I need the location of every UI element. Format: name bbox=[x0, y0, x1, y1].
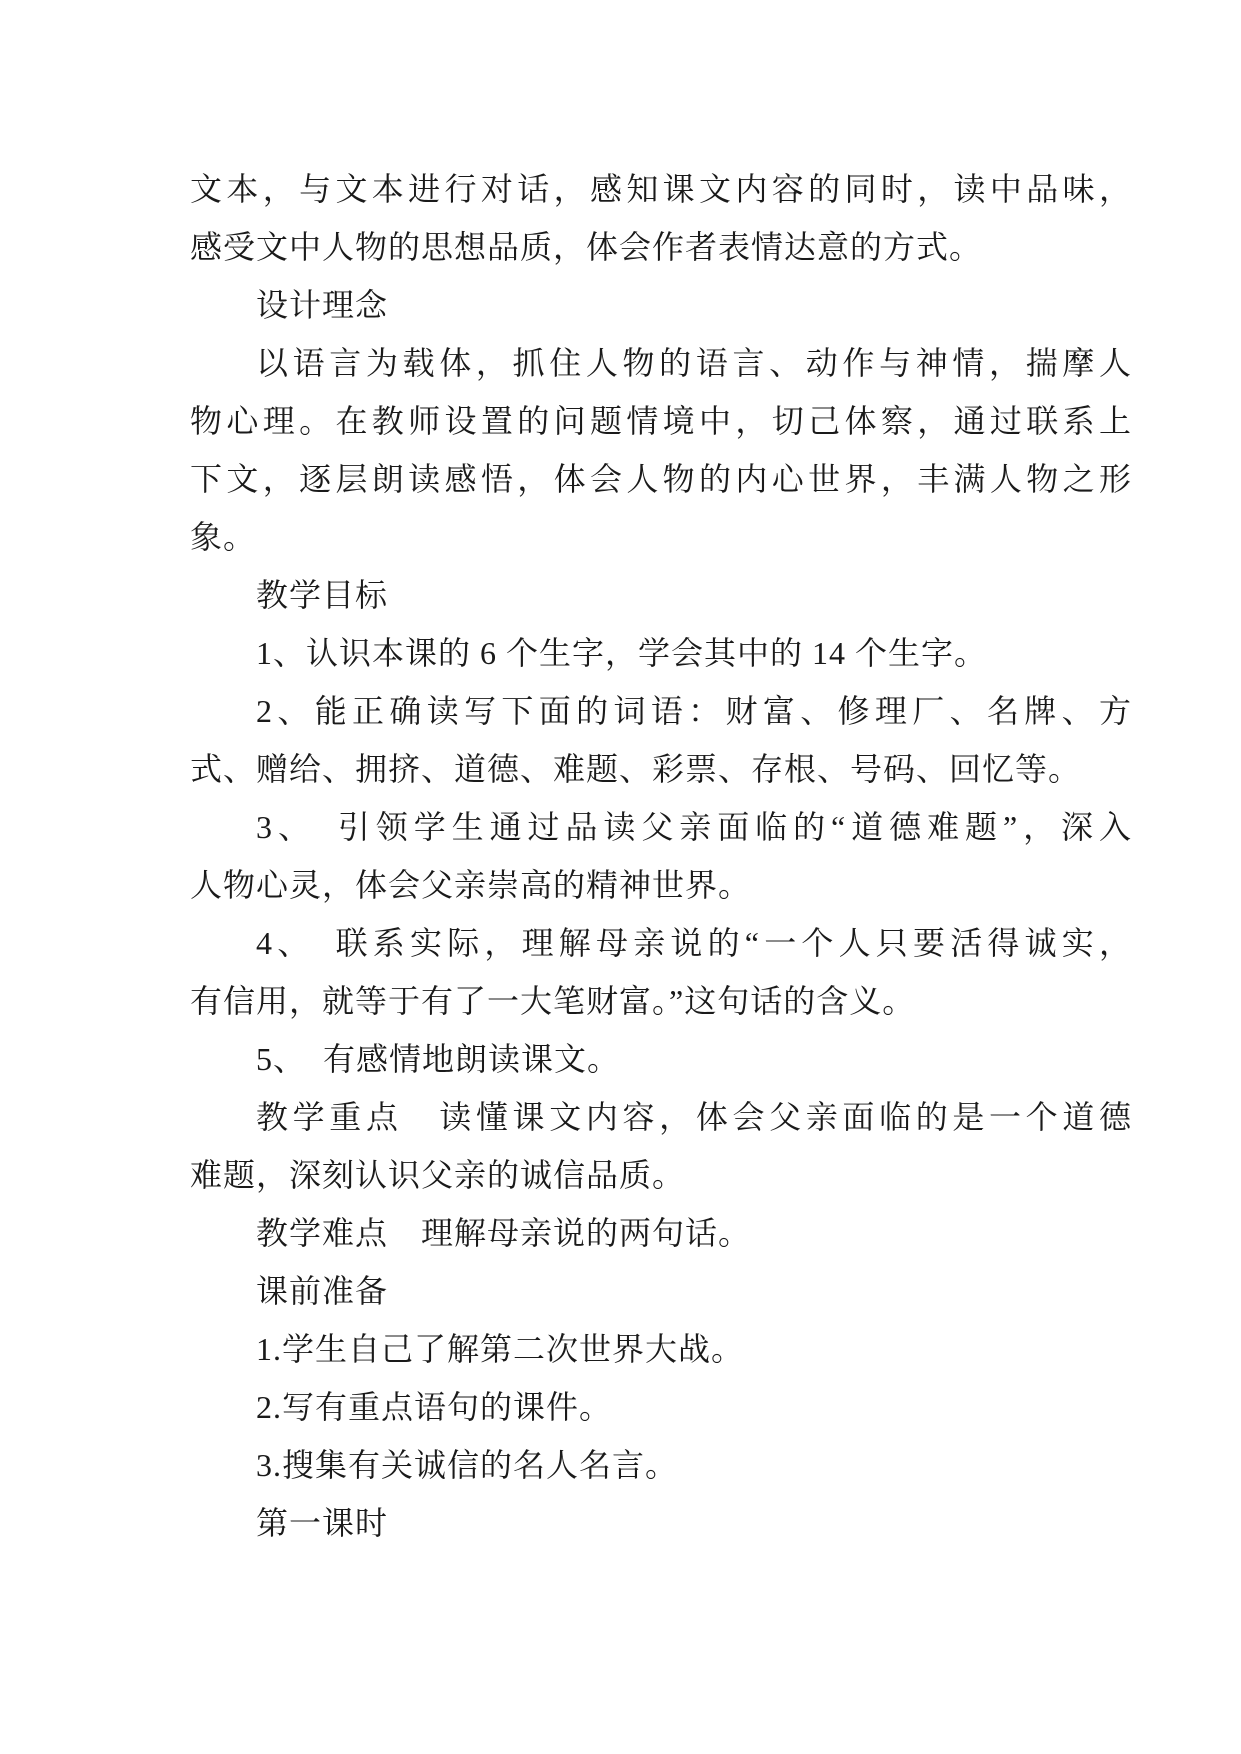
heading-pre-class-preparation: 课前准备 bbox=[256, 1273, 389, 1309]
line-teaching-key-point-1: 教学重点 读懂课文内容，体会父亲面临的是一个道德 bbox=[256, 1099, 1132, 1135]
heading-teaching-objectives: 教学目标 bbox=[256, 577, 389, 613]
line-teaching-difficulty: 教学难点 理解母亲说的两句话。 bbox=[256, 1215, 752, 1251]
line-design-concept-2: 物心理。在教师设置的问题情境中，切己体察，通过联系上 bbox=[190, 403, 1132, 439]
line-design-concept-4: 象。 bbox=[190, 519, 257, 555]
line-objective-3b: 人物心灵，体会父亲崇高的精神世界。 bbox=[190, 867, 752, 903]
line-objective-5: 5、 有感情地朗读课文。 bbox=[256, 1041, 621, 1077]
line-intro-continuation-2: 感受文中人物的思想品质，体会作者表情达意的方式。 bbox=[190, 229, 983, 265]
line-objective-2a: 2、能正确读写下面的词语：财富、修理厂、名牌、方 bbox=[256, 693, 1132, 729]
document-body bbox=[190, 160, 1132, 1552]
line-preparation-1: 1.学生自己了解第二次世界大战。 bbox=[256, 1331, 745, 1367]
line-teaching-key-point-2: 难题，深刻认识父亲的诚信品质。 bbox=[190, 1157, 686, 1193]
heading-design-concept: 设计理念 bbox=[256, 287, 389, 323]
line-objective-4a: 4、 联系实际，理解母亲说的“一个人只要活得诚实， bbox=[256, 925, 1132, 961]
line-design-concept-3: 下文，逐层朗读感悟，体会人物的内心世界，丰满人物之形 bbox=[190, 461, 1132, 497]
line-intro-continuation-1: 文本，与文本进行对话，感知课文内容的同时，读中品味， bbox=[190, 171, 1132, 207]
line-objective-2b: 式、赠给、拥挤、道德、难题、彩票、存根、号码、回忆等。 bbox=[190, 751, 1082, 787]
line-preparation-3: 3.搜集有关诚信的名人名言。 bbox=[256, 1447, 679, 1483]
line-design-concept-1: 以语言为载体，抓住人物的语言、动作与神情，揣摩人 bbox=[256, 345, 1132, 381]
line-objective-4b: 有信用，就等于有了一大笔财富。”这句话的含义。 bbox=[190, 983, 916, 1019]
line-objective-3a: 3、 引领学生通过品读父亲面临的“道德难题”，深入 bbox=[256, 809, 1132, 845]
line-objective-1: 1、认识本课的 6 个生字，学会其中的 14 个生字。 bbox=[256, 635, 988, 671]
line-preparation-2: 2.写有重点语句的课件。 bbox=[256, 1389, 613, 1425]
heading-first-lesson-period: 第一课时 bbox=[256, 1505, 389, 1541]
